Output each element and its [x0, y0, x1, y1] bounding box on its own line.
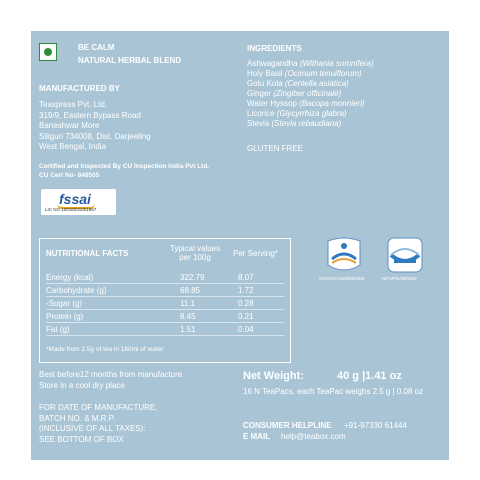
npop-cert-number: NPOP/NAB/0010: [382, 276, 417, 281]
address-line: Siliguri 734008, Dist. Darjeeling: [39, 131, 151, 141]
net-weight-label: Net Weight:: [243, 370, 304, 382]
brand-subtitle: NATURAL HERBAL BLEND: [78, 56, 182, 65]
gluten-free-label: GLUTEN FREE: [247, 144, 304, 153]
manufacturer-address: [39, 100, 151, 153]
ingredients-heading: INGREDIENTS: [247, 44, 302, 53]
batch-info: FOR DATE OF MANUFACTURE, BATCH NO. & M.R.P. (INCLUSIVE OF ALL TAXES): SEE BOTTOM OF BOX: [39, 403, 158, 444]
storage-text: Store in a cool dry place: [39, 381, 125, 390]
list-item: Stevia (Stevia rebaudiana): [247, 119, 342, 128]
email-address: help@teabox.com: [281, 432, 346, 441]
table-row: Protein (g) 8.45 0.21: [46, 312, 254, 321]
table-row: Carbohydrate (g) 68.85 1.72: [46, 286, 254, 295]
certification-text: Certified and Inspected By CU Inspection India Pvt Ltd.: [39, 163, 210, 170]
list-item: Licorice (Glycyrrhiza glabra): [247, 109, 347, 118]
email-label: E MAIL: [243, 432, 271, 441]
address-line: Baneshwar More: [39, 121, 100, 130]
helpline-label: CONSUMER HELPLINE: [243, 421, 332, 430]
table-row: Fat (g) 1.51 0.04: [46, 325, 254, 334]
table-row: -Sugar (g) 11.1 0.28: [46, 299, 254, 308]
list-item: Holy Basil (Ocimum tenuiflorum): [247, 69, 362, 78]
list-item: Ginger (Zingiber officinale): [247, 89, 342, 98]
address-line: West Bengal, India: [39, 142, 107, 151]
organic-cert-number: ORG/SC/1605/002105: [319, 276, 365, 281]
address-line: Teaxpress Pvt. Ltd.: [39, 100, 108, 109]
typical-values-header: Typical values per 100g: [169, 244, 221, 262]
fssai-logo-text: fssai: [59, 191, 91, 207]
nutrition-facts-box: [39, 238, 291, 363]
address-line: 319/9, Eastern Bypass Road: [39, 110, 141, 120]
nutrition-heading: NUTRITIONAL FACTS: [46, 249, 129, 258]
list-item: Gotu Kola (Centella asiatica): [247, 79, 349, 88]
nutrition-footnote: *Made from 2.5g of tea in 180ml of water: [46, 346, 164, 353]
product-label-panel: [31, 31, 449, 460]
brand-name: BE CALM: [78, 43, 115, 52]
vegetarian-mark-icon: [39, 43, 57, 61]
fssai-logo: [41, 189, 116, 215]
list-item: Ashwagandha (Withania somnifera): [247, 59, 374, 68]
teapac-detail: 16 N TeaPacs, each TeaPac weighs 2.5 g | 0.08 oz: [243, 387, 424, 396]
net-weight-value: 40 g |1.41 oz: [337, 370, 402, 382]
list-item: Water Hyssop (Bacopa monnieri): [247, 99, 365, 108]
helpline-phone: +91-97330 61444: [344, 421, 407, 430]
manufacturer-heading: MANUFACTURED BY: [39, 84, 120, 93]
fssai-license: LIC NO 10016031001967: [45, 207, 97, 212]
per-serving-header: Per Serving*: [233, 249, 278, 258]
usda-certified-logo-icon: [385, 235, 425, 275]
nutrition-table: [46, 271, 254, 336]
ingredients-list: [247, 59, 374, 129]
best-before-text: Best before12 months from manufacture: [39, 370, 183, 379]
cert-number: CU Cert No- 848505: [39, 172, 100, 179]
india-organic-logo-icon: [324, 235, 364, 275]
table-row: Energy (kcal) 322.79 8.07: [46, 273, 254, 282]
